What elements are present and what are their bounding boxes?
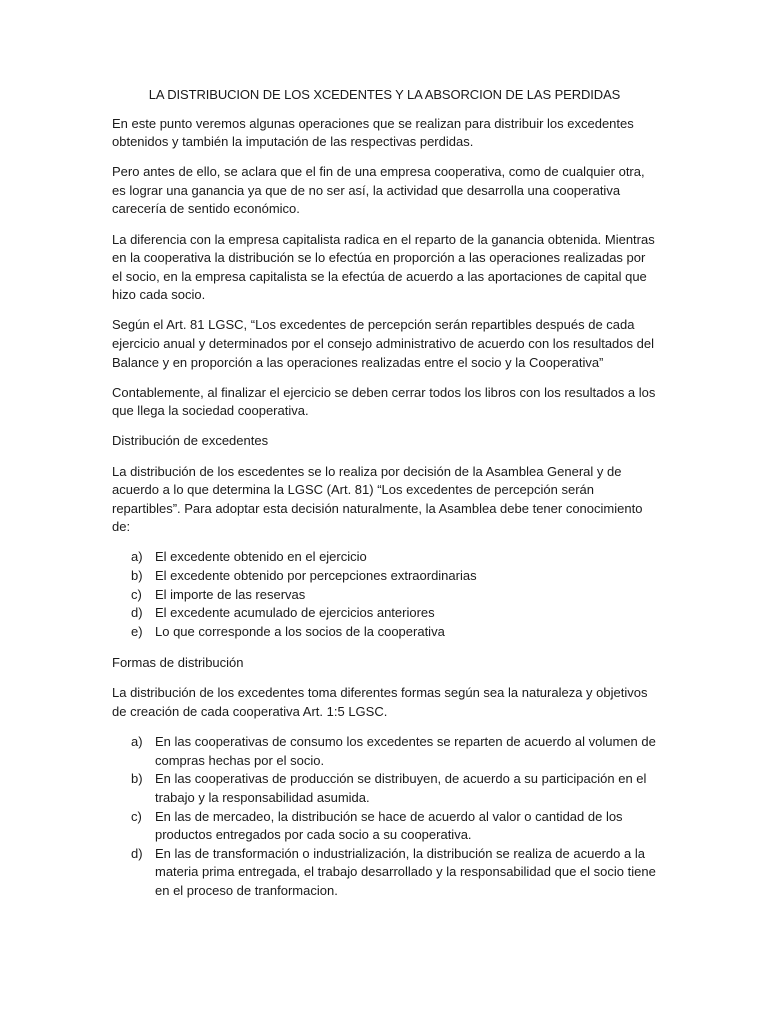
intro-paragraph-1: En este punto veremos algunas operaciones que se realizan para distribuir los excedentes obtenidos y también la imputación de las respectivas perdidas. <box>112 115 634 150</box>
intro-paragraph-3: La diferencia con la empresa capitalista radica en el reparto de la ganancia obtenida. Mientras en la cooperativa la distribución se lo efectúa en proporción a las operaciones realizadas por el socio, en la empresa capitalista se la efectúa de acuerdo a las aportaciones de capital que hizo cada socio. <box>112 231 655 303</box>
list-item <box>112 808 657 845</box>
list-item-text: En las cooperativas de producción se distribuyen, de acuerdo a su participación en el trabajo y la responsabilidad asumida. <box>155 771 647 805</box>
list-item <box>112 845 657 901</box>
list-marker: c) <box>131 808 142 824</box>
list-item-text: Lo que corresponde a los socios de la cooperativa <box>155 623 445 639</box>
list-item-text: El excedente obtenido por percepciones extraordinarias <box>155 567 477 583</box>
list-marker: b) <box>131 771 143 787</box>
list-marker: c) <box>131 586 142 602</box>
intro-paragraph-2: Pero antes de ello, se aclara que el fin de una empresa cooperativa, como de cualquier otra, es lograr una ganancia ya que de no ser así, la actividad que desarrolla una cooperativa carecería de sentido económico. <box>112 164 645 217</box>
list-marker: a) <box>131 734 143 750</box>
list-item-text: En las de mercadeo, la distribución se hace de acuerdo al valor o cantidad de los productos entregados por cada socio a su cooperativa. <box>155 808 623 843</box>
list-item <box>112 733 657 770</box>
intro-paragraph-4: Según el Art. 81 LGSC, “Los excedentes de percepción serán repartibles después de cada ejercicio anual y determinados por el consejo administrativo de acuerdo con los resultados del Balance y en proporción a las operaciones realizadas entre el socio y la Cooperativa” <box>112 317 654 370</box>
section-heading-distribucion: Distribución de excedentes <box>112 433 269 449</box>
formas-list <box>112 733 657 900</box>
list-marker: e) <box>131 623 143 639</box>
list-item-text: El excedente acumulado de ejercicios anteriores <box>155 605 435 621</box>
document-title: LA DISTRIBUCION DE LOS XCEDENTES Y LA ABSORCION DE LAS PERDIDAS <box>148 87 621 102</box>
list-item <box>112 586 657 605</box>
section1-paragraph: La distribución de los escedentes se lo realiza por decisión de la Asamblea General y de acuerdo a lo que determina la LGSC (Art. 81) “Los excedentes de percepción serán repartibles”. Para adoptar esta decisión naturalmente, la Asamblea debe tener conocimiento de: <box>112 463 643 535</box>
section2-paragraph: La distribución de los excedentes toma diferentes formas según sea la naturaleza y objetivos de creación de cada cooperativa Art. 1:5 LGSC. <box>112 685 648 720</box>
list-item <box>112 623 657 642</box>
list-marker: d) <box>131 845 143 861</box>
section-heading-formas: Formas de distribución <box>112 655 244 671</box>
list-marker: a) <box>131 549 143 565</box>
list-marker: b) <box>131 567 143 583</box>
excedentes-list <box>112 548 657 641</box>
list-item <box>112 604 657 623</box>
list-item-text: En las de transformación o industrialización, la distribución se realiza de acuerdo a la materia prima entregada, el trabajo desarrollado y la responsabilidad que el socio tiene en el proceso de tranformacion. <box>155 845 656 898</box>
document-page <box>112 86 657 913</box>
list-item <box>112 548 657 567</box>
list-marker: d) <box>131 605 143 621</box>
list-item-text: El importe de las reservas <box>155 586 306 602</box>
intro-paragraph-5: Contablemente, al finalizar el ejercicio se deben cerrar todos los libros con los resultados a los que llega la sociedad cooperativa. <box>112 384 656 419</box>
list-item-text: El excedente obtenido en el ejercicio <box>155 549 367 565</box>
list-item-text: En las cooperativas de consumo los excedentes se reparten de acuerdo al volumen de compras hechas por el socio. <box>155 734 656 768</box>
list-item <box>112 567 657 586</box>
list-item <box>112 770 657 807</box>
